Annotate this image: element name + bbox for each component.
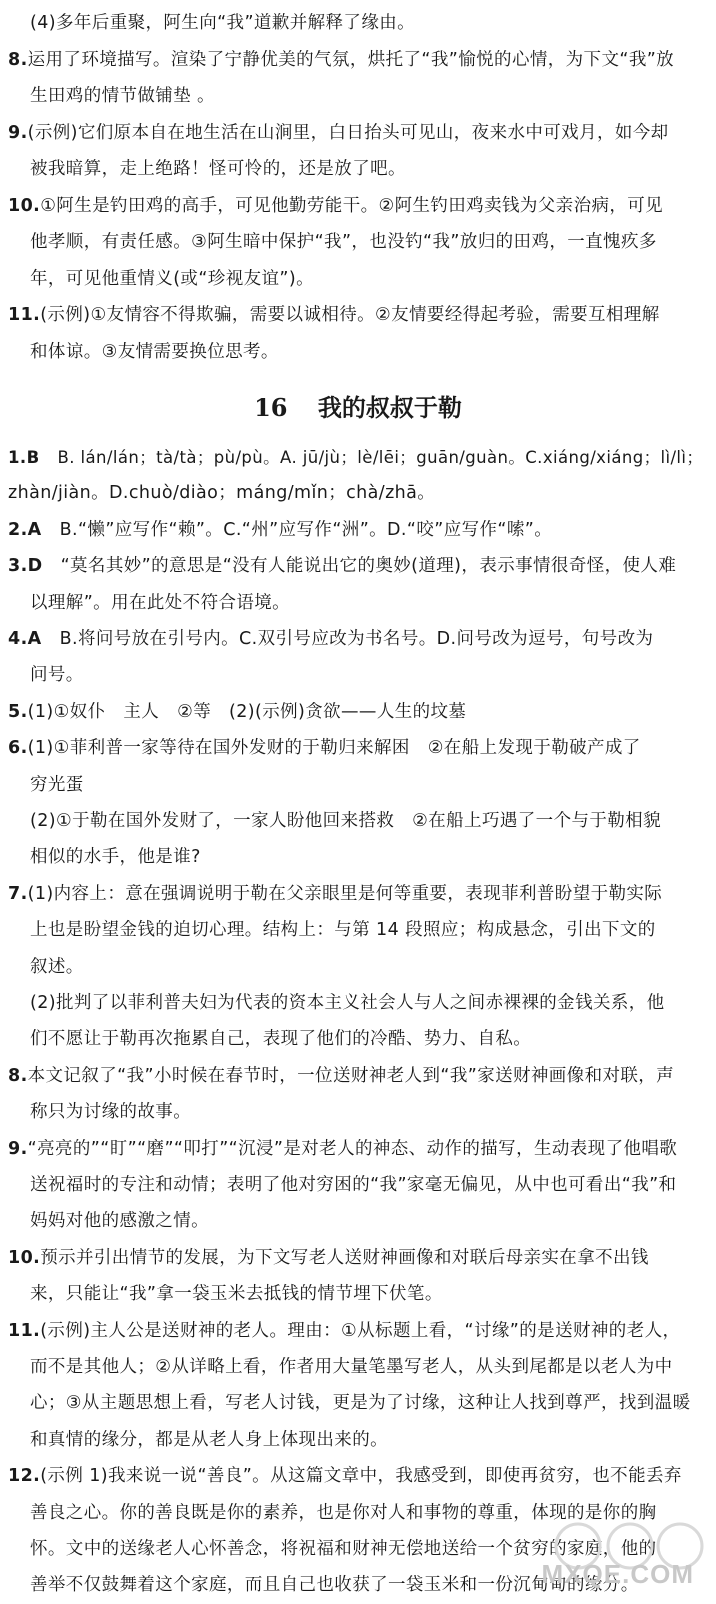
text-line — [8, 440, 703, 476]
text-line — [30, 768, 84, 804]
line-text: zhàn/jiàn。D.chuò/diào；máng/mǐn；chà/zhā。 — [8, 483, 436, 504]
line-text: 被我暗算，走上绝路！怪可怜的，还是放了吧。 — [30, 159, 406, 179]
question-number: 3. — [8, 556, 28, 577]
line-text: 来，只能让“我”拿一袋玉米去抵钱的情节埋下伏笔。 — [30, 1284, 443, 1305]
line-text: (1)①菲利普一家等待在国外发财的于勒归来解困 ②在船上发现于勒破产成了 — [27, 738, 641, 759]
line-text: (2)批判了以菲利普夫妇为代表的资本主义社会人与人之间赤裸裸的金钱关系，他 — [30, 993, 665, 1013]
text-line — [30, 225, 657, 261]
line-text: 心；③从主题思想上看，写老人讨钱，更是为了讨缘，这种让人找到尊严，找到温暖 — [30, 1393, 691, 1414]
text-line — [30, 1277, 443, 1313]
answer-choice: B — [26, 448, 40, 467]
line-text: 叙述。 — [30, 956, 84, 977]
section-title — [0, 386, 716, 430]
text-line — [30, 804, 661, 840]
text-line — [30, 1350, 673, 1386]
line-text: (1)①奴仆 主人 ②等 (2)(示例)贪欲——人生的坟墓 — [27, 701, 467, 722]
question-number: 9. — [8, 122, 28, 143]
line-text: 善举不仅鼓舞着这个家庭，而且自己也收获了一袋玉米和一份沉甸甸的缘分。 — [30, 1575, 639, 1596]
text-line — [8, 731, 641, 767]
line-text: 运用了环境描写。渲染了宁静优美的气氛，烘托了“我”愉悦的心情，为下文“我”放 — [27, 49, 675, 70]
text-line — [8, 43, 674, 79]
line-text: 而不是其他人；②从详略上看，作者用大量笔墨写老人，从头到尾都是以老人为中 — [30, 1357, 673, 1377]
line-text: 相似的水手，他是谁? — [30, 847, 201, 868]
line-text: B.“懒”应写作“赖”。C.“州”应写作“洲”。D.“咬”应写作“嗦”。 — [59, 519, 553, 540]
text-line — [30, 79, 215, 115]
line-text: 本文记叙了“我”小时候在春节时，一位送财神老人到“我”家送财神画像和对联，声 — [27, 1065, 675, 1086]
question-number: 1. — [8, 448, 27, 467]
text-line — [30, 1168, 676, 1204]
text-line — [8, 513, 552, 549]
text-line — [30, 950, 84, 986]
text-line — [8, 189, 663, 225]
line-text: 问号。 — [30, 665, 84, 686]
answer-choice: A — [27, 519, 42, 540]
line-text: (示例)主人公是送财神的老人。理由：①从标题上看，“讨缘”的是送财神的老人， — [40, 1320, 681, 1341]
line-text: 穷光蛋 — [30, 774, 84, 795]
line-text: (2)①于勒在国外发财了，一家人盼他回来搭救 ②在船上巧遇了一个与于勒相貌 — [30, 811, 661, 831]
text-line — [30, 986, 665, 1022]
question-number: 4. — [8, 629, 28, 649]
answer-choice: D — [27, 556, 43, 577]
text-line — [30, 335, 279, 371]
text-line — [8, 116, 669, 152]
line-text: (示例)①友情容不得欺骗，需要以诚相待。②友情要经得起考验，需要互相理解 — [40, 305, 660, 325]
section-heading: 我的叔叔于勒 — [317, 393, 462, 422]
text-line — [8, 1314, 680, 1350]
text-line — [30, 1386, 691, 1422]
line-text: 预示并引出情节的发展，为下文写老人送财神画像和对联后母亲实在拿不出钱 — [40, 1247, 649, 1268]
text-line — [8, 877, 662, 913]
question-number: 12. — [8, 1466, 41, 1487]
text-line — [30, 913, 656, 949]
line-text: 和体谅。③友情需要换位思考。 — [30, 341, 279, 362]
line-text: (4)多年后重聚，阿生向“我”道歉并解释了缘由。 — [30, 13, 416, 33]
line-text: “莫名其妙”的意思是“没有人能说出它的奥妙(道理)，表示事情很奇怪，使人难 — [60, 556, 677, 577]
text-line — [30, 1022, 531, 1058]
line-text: 妈妈对他的感激之情。 — [30, 1211, 209, 1232]
text-line — [30, 586, 290, 622]
line-text: ①阿生是钓田鸡的高手，可见他勤劳能干。②阿生钓田鸡卖钱为父亲治病，可见 — [40, 195, 664, 216]
question-number: 10. — [8, 195, 41, 216]
line-text: (示例 1)我来说一说“善良”。从这篇文章中，我感受到，即使再贫穷，也不能丢弃 — [40, 1466, 682, 1487]
text-line — [8, 549, 676, 585]
section-number: 16 — [254, 393, 288, 422]
question-number: 6. — [8, 738, 28, 759]
text-line — [30, 1423, 388, 1459]
line-text: (示例)它们原本自在地生活在山涧里，白日抬头可见山，夜来水中可戏月，如今却 — [27, 122, 669, 143]
text-line — [8, 695, 466, 731]
answer-choice: A — [27, 629, 42, 649]
text-line — [30, 6, 415, 42]
question-number: 8. — [8, 1065, 28, 1086]
text-line — [8, 1132, 677, 1168]
question-number: 11. — [8, 305, 41, 325]
question-number: 7. — [8, 883, 28, 904]
text-line — [8, 622, 653, 658]
line-text: 上也是盼望金钱的迫切心理。结构上：与第 14 段照应；构成悬念，引出下文的 — [30, 920, 656, 941]
question-number: 10. — [8, 1247, 41, 1268]
text-line — [30, 262, 314, 298]
line-text: B.将问号放在引号内。C.双引号应改为书名号。D.问号改为逗号，句号改为 — [59, 629, 654, 649]
text-line — [30, 152, 406, 188]
line-text: 称只为讨缘的故事。 — [30, 1102, 192, 1123]
question-number: 9. — [8, 1138, 28, 1159]
line-text: 和真情的缘分，都是从老人身上体现出来的。 — [30, 1429, 388, 1450]
line-text: 生田鸡的情节做铺垫 。 — [30, 86, 215, 106]
line-text: 善良之心。你的善良既是你的素养，也是你对人和事物的尊重，体现的是你的胸 — [30, 1502, 657, 1523]
text-line — [8, 1059, 674, 1095]
text-line — [8, 1241, 649, 1277]
line-text: 送祝福时的专注和动情；表明了他对穷困的“我”家毫无偏见，从中也可看出“我”和 — [30, 1175, 677, 1195]
line-text: 年，可见他重情义(或“珍视友谊”)。 — [30, 268, 314, 289]
question-number: 5. — [8, 701, 28, 722]
text-line — [30, 658, 84, 694]
watermark-text: MXQE.COM — [541, 1559, 694, 1589]
text-line — [8, 476, 435, 512]
question-number: 2. — [8, 519, 28, 540]
question-number: 11. — [8, 1320, 41, 1341]
line-text: B. lán/lán；tà/tà；pù/pù。A. jū/jù；lè/lēi；guān/guàn。C.xiáng/xiáng；lì/lì； — [57, 448, 704, 467]
line-text: 以理解”。用在此处不符合语境。 — [30, 592, 291, 613]
line-text: 他孝顺，有责任感。③阿生暗中保护“我”，也没钓“我”放归的田鸡，一直愧疚多 — [30, 232, 657, 252]
text-line — [30, 840, 201, 876]
line-text: 怀。文中的送缘老人心怀善念，将祝福和财神无偿地送给一个贫穷的家庭，他的 — [30, 1539, 657, 1559]
line-text: (1)内容上：意在强调说明于勒在父亲眼里是何等重要，表现菲利普盼望于勒实际 — [27, 883, 663, 904]
watermark — [518, 1512, 708, 1594]
question-number: 8. — [8, 49, 28, 70]
text-line — [8, 298, 660, 334]
line-text: 们不愿让于勒再次拖累自己，表现了他们的冷酷、势力、自私。 — [30, 1029, 532, 1050]
text-line — [8, 1459, 682, 1495]
line-text: “亮亮的”“盯”“磨”“叩打”“沉浸”是对老人的神态、动作的描写，生动表现了他唱歌 — [27, 1138, 678, 1159]
text-line — [30, 1204, 209, 1240]
text-line — [30, 1095, 191, 1131]
